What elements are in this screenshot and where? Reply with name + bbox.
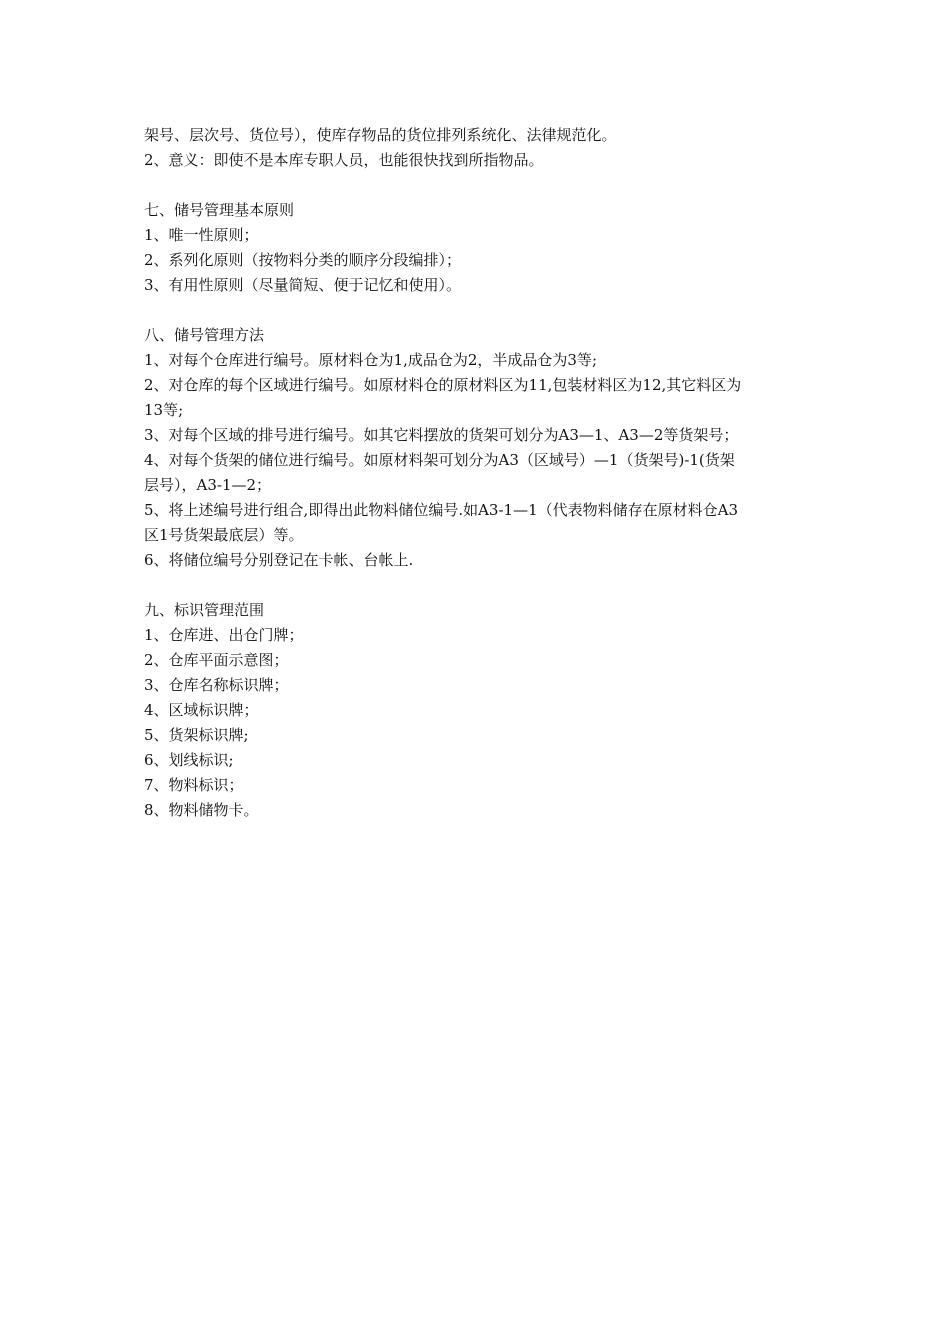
section-9-item-5: 5、货架标识牌; <box>144 726 249 744</box>
section-8-item-2-line-1: 2、对仓库的每个区域进行编号。如原材料仓的原材料区为11,包装材料区为12,其它料区为 <box>144 376 742 394</box>
intro-line-1: 架号、层次号、货位号），使库存物品的货位排列系统化、法律规范化。 <box>144 126 617 144</box>
section-8-item-2-line-2: 13等; <box>144 401 184 419</box>
section-9-item-1: 1、仓库进、出仓门牌； <box>144 626 304 644</box>
section-9-heading: 九、标识管理范围 <box>144 601 265 619</box>
section-8-item-5-line-1: 5、将上述编号进行组合,即得出此物料储位编号.如A3-1—1（代表物料储存在原材料仓A3 <box>144 501 738 519</box>
section-9-item-2: 2、仓库平面示意图； <box>144 651 289 669</box>
section-8-heading: 八、储号管理方法 <box>144 326 265 344</box>
paragraph-spacer <box>144 573 812 598</box>
section-9-item-4: 4、区域标识牌； <box>144 701 259 719</box>
intro-line-2: 2、意义：即使不是本库专职人员，也能很快找到所指物品。 <box>144 151 544 169</box>
section-8-item-3: 3、对每个区域的排号进行编号。如其它料摆放的货架可划分为A3—1、A3—2等货架号； <box>144 426 739 444</box>
paragraph-spacer <box>144 298 812 323</box>
paragraph-spacer <box>144 173 812 198</box>
section-7-item-2: 2、系列化原则（按物料分类的顺序分段编排）； <box>144 251 462 269</box>
document-body <box>144 123 812 823</box>
section-9-item-7: 7、物料标识； <box>144 776 244 794</box>
section-9-item-8: 8、物料储物卡。 <box>144 801 259 819</box>
section-8-item-4-line-2: 层号），A3-1—2； <box>144 476 272 494</box>
section-9-item-6: 6、划线标识; <box>144 751 234 769</box>
section-8-item-5-line-2: 区1号货架最底层）等。 <box>144 526 304 544</box>
section-9-item-3: 3、仓库名称标识牌； <box>144 676 289 694</box>
section-8-item-6: 6、将储位编号分别登记在卡帐、台帐上. <box>144 551 414 569</box>
section-8-item-4-line-1: 4、对每个货架的储位进行编号。如原材料架可划分为A3（区域号）—1（货架号)-1(货架 <box>144 451 735 469</box>
section-7-item-3: 3、有用性原则（尽量简短、便于记忆和使用）。 <box>144 276 462 294</box>
section-7-heading: 七、储号管理基本原则 <box>144 201 295 219</box>
section-7-item-1: 1、唯一性原则； <box>144 226 259 244</box>
section-8-item-1: 1、对每个仓库进行编号。原材料仓为1,成品仓为2，半成品仓为3等; <box>144 351 597 369</box>
